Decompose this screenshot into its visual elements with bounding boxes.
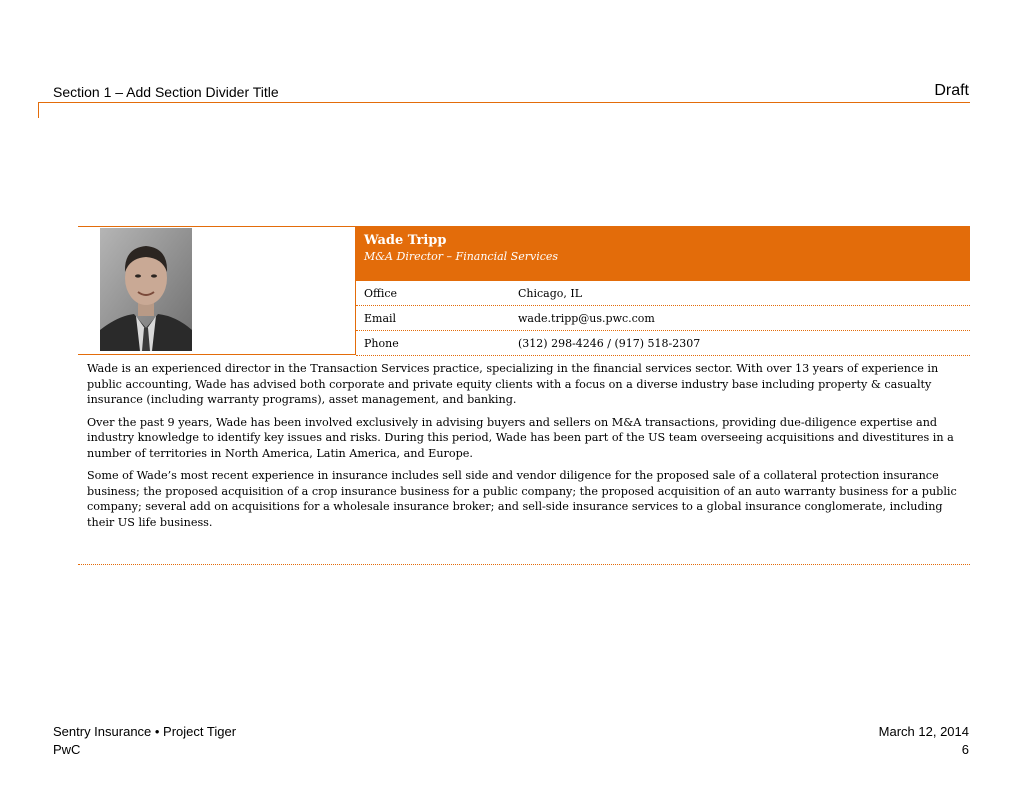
footer-left xyxy=(53,723,236,759)
header-divider xyxy=(38,102,970,103)
info-label: Office xyxy=(364,287,398,300)
footer-date: March 12, 2014 xyxy=(878,724,969,739)
footer-firm: PwC xyxy=(53,742,81,757)
profile-header-band xyxy=(356,226,970,281)
profile-card-top-rule xyxy=(78,226,356,227)
info-value: Chicago, IL xyxy=(518,287,583,300)
section-title: Section 1 – Add Section Divider Title xyxy=(53,84,279,100)
footer-project: Sentry Insurance • Project Tiger xyxy=(53,724,237,739)
biography xyxy=(87,361,963,537)
headshot-image xyxy=(100,228,192,351)
info-value: (312) 298-4246 / (917) 518-2307 xyxy=(518,337,701,350)
photo-bottom-rule xyxy=(78,354,356,355)
bio-paragraph: Some of Wade’s most recent experience in insurance includes sell side and vendor diligence for the proposed sale of a collateral protection insurance business; the proposed acquisition of a crop insurance business for a public company; the proposed acquisition of an auto warranty business for a public company; several add on acquisitions for a wholesale insurance broker; and sell-side insurance services to a global insurance conglomerate, including their US life business. xyxy=(87,469,957,529)
page-number: 6 xyxy=(961,742,969,757)
header-divider-tick xyxy=(38,102,39,118)
bio-paragraph: Over the past 9 years, Wade has been involved exclusively in advising buyers and sellers on M&A transactions, providing due-diligence expertise and industry knowledge to identify key issues and risks. During this period, Wade has been part of the US team overseeing acquisitions and divestitures in a number of territories in North America, Latin America, and Europe. xyxy=(87,415,954,460)
info-value: wade.tripp@us.pwc.com xyxy=(518,312,655,325)
info-label: Phone xyxy=(364,337,399,350)
profile-name: Wade Tripp xyxy=(364,233,447,248)
info-row-phone xyxy=(356,331,970,356)
footer-right xyxy=(879,723,969,759)
draft-label: Draft xyxy=(934,82,969,99)
profile-title: M&A Director – Financial Services xyxy=(364,250,559,263)
info-row-office xyxy=(356,281,970,306)
info-row-email xyxy=(356,306,970,331)
profile-card-bottom-rule xyxy=(78,564,970,565)
info-label: Email xyxy=(364,312,397,325)
bio-paragraph: Wade is an experienced director in the Transaction Services practice, specializing in the financial services sector. With over 13 years of experience in public accounting, Wade has advised both corporate and private equity clients with a focus on a diverse industry base including property & casualty insurance (including warranty programs), asset management, and banking. xyxy=(87,362,939,406)
profile-photo xyxy=(100,228,192,351)
